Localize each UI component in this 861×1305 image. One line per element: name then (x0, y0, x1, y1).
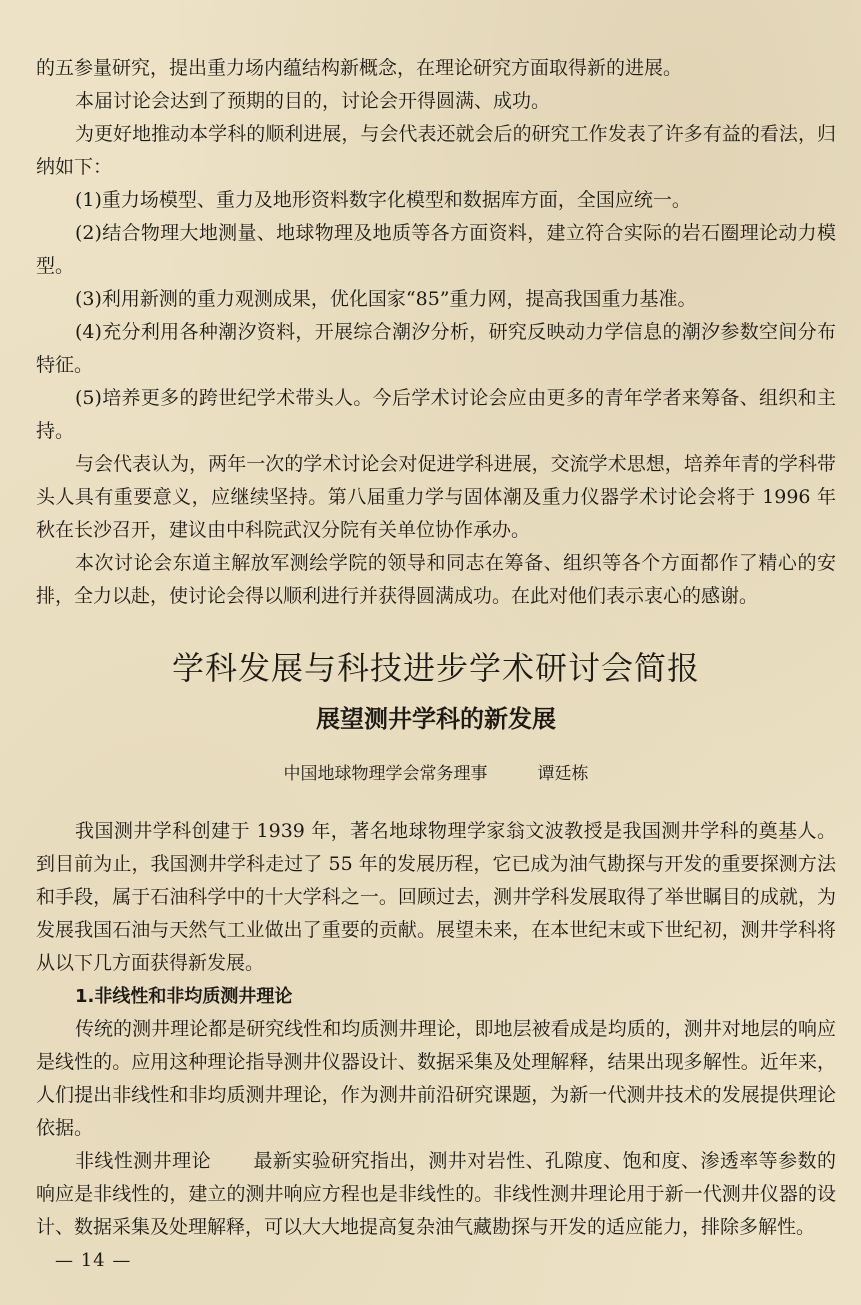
term-description: 最新实验研究指出，测井对岩性、孔隙度、饱和度、渗透率等参数的响应是非线性的，建立的测井响应方程也是非线性的。非线性测井理论用于新一代测井仪器的设计、数据采集及处理解释，可以大大地提高复杂油气藏勘探与开发的适应能力，排除多解性。 (36, 1150, 836, 1238)
paragraph-next-meeting: 与会代表认为，两年一次的学术讨论会对促进学科进展，交流学术思想，培养年青的学科带头人具有重要意义，应继续坚持。第八届重力学与固体潮及重力仪器学术讨论会将于 1996 年秋在长沙召开，建议由中科院武汉分院有关单位协作承办。 (36, 453, 836, 541)
page-number: — 14 — (55, 1250, 132, 1271)
article-intro: 我国测井学科创建于 1939 年，著名地球物理学家翁文波教授是我国测井学科的奠基人。到目前为止，我国测井学科走过了 55 年的发展历程，它已成为油气勘探与开发的重要探测方法和手段，属于石油科学中的十大学科之一。回顾过去，测井学科发展取得了举世瞩目的成就，为发展我国石油与天然气工业做出了重要的贡献。展望未来，在本世纪末或下世纪初，测井学科将从以下几方面获得新发展。 (36, 820, 836, 974)
section-title: 学科发展与科技进步学术研讨会简报 (171, 649, 700, 687)
list-item-2: (2)结合物理大地测量、地球物理及地质等各方面资料，建立符合实际的岩石圈理论动力模型。 (36, 222, 836, 277)
article-paragraph-1: 传统的测井理论都是研究线性和均质测井理论，即地层被看成是均质的，测井对地层的响应是线性的。应用这种理论指导测井仪器设计、数据采集及处理解释，结果出现多解性。近年来，人们提出非线性和非均质测井理论，作为测井前沿研究课题，为新一代测井技术的发展提供理论依据。 (36, 1018, 836, 1139)
list-item-4: (4)充分利用各种潮汐资料，开展综合潮汐分析，研究反映动力学信息的潮汐参数空间分布特征。 (36, 321, 836, 376)
list-item-5: (5)培养更多的跨世纪学术带头人。今后学术讨论会应由更多的青年学者来筹备、组织和主持。 (36, 387, 836, 442)
paragraph-acknowledgement: 本次讨论会东道主解放军测绘学院的领导和同志在筹备、组织等各个方面都作了精心的安排，全力以赴，使讨论会得以顺利进行并获得圆满成功。在此对他们表示衷心的感谢。 (36, 552, 836, 607)
article-paragraph-2 (36, 1145, 836, 1244)
author-name: 谭廷栋 (537, 764, 589, 784)
page-body (36, 52, 836, 1244)
subsection-heading-1: 1.非线性和非均质测井理论 (75, 986, 293, 1007)
paragraph-continued: 的五参量研究，提出重力场内蕴结构新概念，在理论研究方面取得新的进展。 (36, 57, 683, 79)
article-title: 展望测井学科的新发展 (316, 705, 556, 733)
byline (36, 759, 836, 789)
paragraph-meeting-success: 本届讨论会达到了预期的目的，讨论会开得圆满、成功。 (75, 90, 551, 112)
list-item-1: (1)重力场模型、重力及地形资料数字化模型和数据库方面，全国应统一。 (75, 189, 691, 211)
list-item-3: (3)利用新测的重力观测成果，优化国家“85”重力网，提高我国重力基准。 (75, 288, 697, 310)
term-label: 非线性测井理论 (75, 1150, 212, 1172)
author-affiliation: 中国地球物理学会常务理事 (283, 764, 488, 784)
paragraph-suggestions-intro: 为更好地推动本学科的顺利进展，与会代表还就会后的研究工作发表了许多有益的看法，归纳如下： (36, 123, 836, 178)
